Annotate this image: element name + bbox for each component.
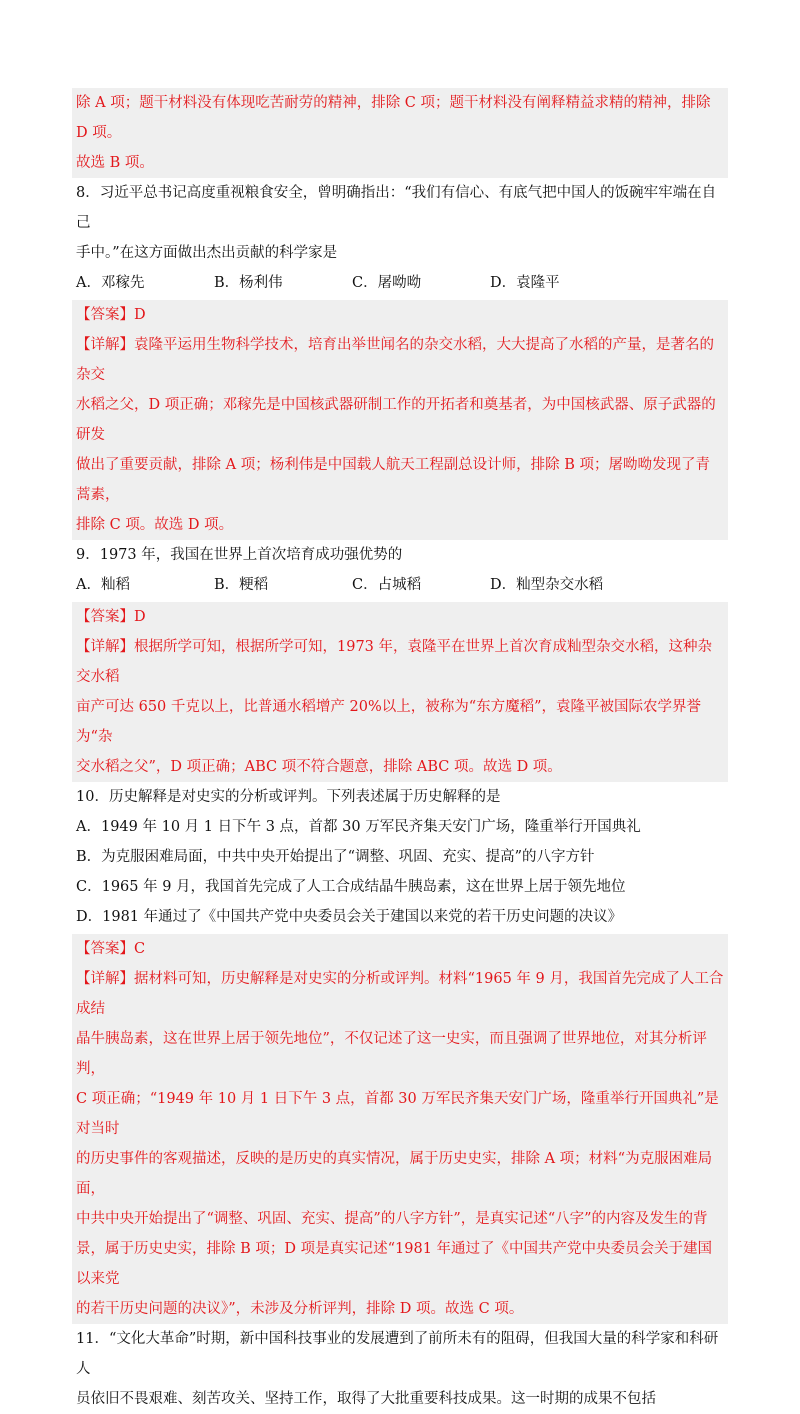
- answer-line: 【答案】D: [76, 609, 146, 625]
- analysis-line: 的历史事件的客观描述，反映的是历史的真实情况，属于历史史实，排除 A 项；材料“为克服困难局面，: [76, 1151, 713, 1197]
- option-c: C．屠呦呦: [352, 275, 422, 291]
- option-b: B．为克服困难局面，中共中央开始提出了“调整、巩固、充实、提高”的八字方针: [76, 849, 595, 865]
- analysis-line: 【详解】袁隆平运用生物科学技术，培育出举世闻名的杂交水稻，大大提高了水稻的产量，是著名的杂交: [76, 337, 714, 383]
- analysis-line: 水稻之父，D 项正确；邓稼先是中国核武器研制工作的开拓者和奠基者，为中国核武器、原子武器的研发: [76, 397, 716, 443]
- q7-analysis-block: [72, 88, 728, 178]
- option-c: C．1965 年 9 月，我国首先完成了人工合成结晶牛胰岛素，这在世界上居于领先地位: [76, 879, 626, 895]
- analysis-line: 【详解】根据所学可知，根据所学可知，1973 年，袁隆平在世界上首次育成籼型杂交水稻，这种杂交水稻: [76, 639, 713, 685]
- question-stem-line: 手中。”在这方面做出杰出贡献的科学家是: [76, 245, 338, 261]
- question-10: [72, 782, 728, 932]
- option-d: D．籼型杂交水稻: [490, 577, 604, 593]
- option-b: B．杨利伟: [214, 275, 283, 291]
- options-row: [76, 268, 724, 298]
- answer-line: 【答案】D: [76, 307, 146, 323]
- option-a: A．籼稻: [76, 577, 130, 593]
- q9-answer-block: [72, 602, 728, 782]
- q8-answer-block: [72, 300, 728, 540]
- analysis-line: 故选 B 项。: [76, 155, 154, 171]
- analysis-line: 中共中央开始提出了“调整、巩固、充实、提高”的八字方针”，是真实记述“八字”的内容及发生的背: [76, 1211, 708, 1227]
- option-b: B．粳稻: [214, 577, 269, 593]
- option-c: C．占城稻: [352, 577, 422, 593]
- question-11: [72, 1324, 728, 1414]
- option-a: A．1949 年 10 月 1 日下午 3 点，首都 30 万军民齐集天安门广场，隆重举行开国典礼: [76, 819, 641, 835]
- question-8: [72, 178, 728, 298]
- question-stem-line: 10．历史解释是对史实的分析或评判。下列表述属于历史解释的是: [76, 789, 501, 805]
- option-d: D．袁隆平: [490, 275, 560, 291]
- question-stem-line: 9．1973 年，我国在世界上首次培育成功强优势的: [76, 547, 403, 563]
- analysis-line: 亩产可达 650 千克以上，比普通水稻增产 20%以上，被称为“东方魔稻”，袁隆平被国际农学界誉为“杂: [76, 699, 702, 745]
- analysis-line: 交水稻之父”，D 项正确；ABC 项不符合题意，排除 ABC 项。故选 D 项。: [76, 759, 562, 775]
- analysis-line: 景，属于历史史实，排除 B 项；D 项是真实记述“1981 年通过了《中国共产党中央委员会关于建国以来党: [76, 1241, 713, 1287]
- question-stem-line: 11．“文化大革命”时期，新中国科技事业的发展遭到了前所未有的阻碍，但我国大量的科学家和科研人: [76, 1331, 719, 1377]
- analysis-line: C 项正确；“1949 年 10 月 1 日下午 3 点，首都 30 万军民齐集天安门广场，隆重举行开国典礼”是对当时: [76, 1091, 719, 1137]
- analysis-line: 排除 C 项。故选 D 项。: [76, 517, 234, 533]
- options-row: [76, 570, 724, 600]
- question-9: [72, 540, 728, 600]
- analysis-line: 晶牛胰岛素，这在世界上居于领先地位”，不仅记述了这一史实，而且强调了世界地位，对其分析评判，: [76, 1031, 707, 1077]
- answer-line: 【答案】C: [76, 941, 146, 957]
- analysis-line: 的若干历史问题的决议》”，未涉及分析评判，排除 D 项。故选 C 项。: [76, 1301, 524, 1317]
- analysis-line: 【详解】据材料可知，历史解释是对史实的分析或评判。材料“1965 年 9 月，我国首先完成了人工合成结: [76, 971, 724, 1017]
- question-stem-line: 员依旧不畏艰难、刻苦攻关、坚持工作，取得了大批重要科技成果。这一时期的成果不包括: [76, 1391, 656, 1407]
- q10-answer-block: [72, 934, 728, 1324]
- option-d: D．1981 年通过了《中国共产党中央委员会关于建国以来党的若干历史问题的决议》: [76, 909, 623, 925]
- analysis-line: 除 A 项；题干材料没有体现吃苦耐劳的精神，排除 C 项；题干材料没有阐释精益求精的精神，排除 D 项。: [76, 95, 711, 141]
- page-content: [72, 88, 728, 1414]
- question-stem-line: 8．习近平总书记高度重视粮食安全，曾明确指出：“我们有信心、有底气把中国人的饭碗牢牢端在自己: [76, 185, 717, 231]
- analysis-line: 做出了重要贡献，排除 A 项；杨利伟是中国载人航天工程副总设计师，排除 B 项；屠呦呦发现了青蒿素，: [76, 457, 711, 503]
- option-a: A．邓稼先: [76, 275, 145, 291]
